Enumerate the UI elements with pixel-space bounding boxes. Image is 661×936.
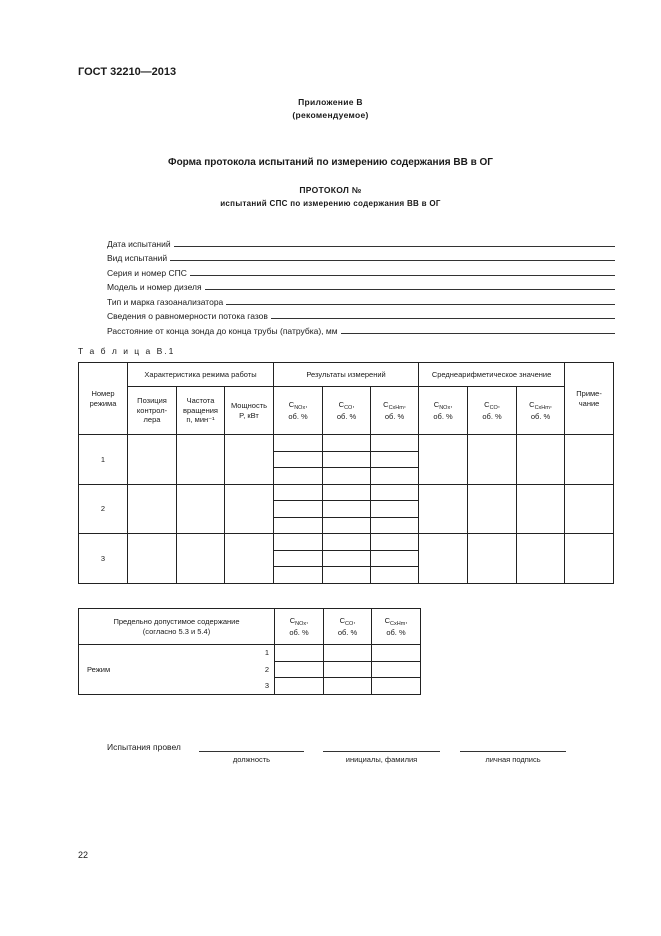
document-header: ГОСТ 32210—2013: [78, 66, 177, 78]
table-cell[interactable]: [274, 534, 323, 551]
field-row: [107, 234, 615, 249]
table-cell[interactable]: [274, 468, 323, 485]
table-cell[interactable]: [324, 661, 372, 678]
table-cell[interactable]: [371, 567, 419, 584]
table-cell[interactable]: [371, 550, 419, 567]
col-average-cxhm: $C_{CxHm}$, об. %: [517, 387, 565, 435]
protocol-fields: [107, 234, 615, 336]
table-cell[interactable]: [274, 517, 323, 534]
mode-number-cell: 2: [226, 661, 275, 678]
table-cell[interactable]: [371, 534, 419, 551]
limits-header: Предельно допустимое содержание (согласно 5.3 и 5.4): [79, 609, 275, 645]
signature-label: Испытания провел: [107, 742, 181, 752]
field-label: Серия и номер СПС: [107, 267, 187, 278]
col-average-co: $C_{CO}$, об. %: [468, 387, 517, 435]
table-cell[interactable]: [128, 484, 177, 534]
mode-number-cell: 3: [79, 534, 128, 584]
table-cell[interactable]: [274, 435, 323, 452]
group-results: Результаты измерений: [274, 363, 419, 387]
table-cell[interactable]: [177, 484, 225, 534]
table-cell[interactable]: [274, 451, 323, 468]
field-row: [107, 263, 615, 278]
table-cell[interactable]: [323, 501, 371, 518]
field-row: [107, 307, 615, 322]
table-cell[interactable]: [323, 484, 371, 501]
table-cell[interactable]: [274, 484, 323, 501]
table-cell[interactable]: [323, 567, 371, 584]
table-cell[interactable]: [565, 534, 614, 584]
field-label: Модель и номер дизеля: [107, 282, 202, 292]
table-cell[interactable]: [323, 451, 371, 468]
table-row: [79, 435, 614, 452]
protocol-title: ПРОТОКОЛ №: [299, 185, 362, 195]
caption-signature: личная подпись: [485, 755, 541, 764]
col-limit-nox: $C_{NOx}$, об. %: [275, 609, 324, 645]
table-cell[interactable]: [225, 484, 274, 534]
table-cell[interactable]: [565, 435, 614, 485]
caption-position: должность: [232, 755, 271, 764]
table-cell[interactable]: [372, 661, 421, 678]
col-result-cxhm: $C_{CxHm}$, об. %: [371, 387, 419, 435]
table-cell[interactable]: [468, 484, 517, 534]
field-label: Дата испытаний: [107, 238, 171, 249]
table-cell[interactable]: [371, 468, 419, 485]
mode-number-cell: 2: [79, 484, 128, 534]
mode-number-cell: 1: [226, 645, 275, 662]
measurements-table: [78, 362, 614, 584]
table-cell[interactable]: [419, 534, 468, 584]
field-row: [107, 249, 615, 264]
appendix-note: (рекомендуемое): [292, 110, 369, 120]
table-cell[interactable]: [371, 484, 419, 501]
table-cell[interactable]: [468, 435, 517, 485]
field-label: Тип и марка газоанализатора: [107, 296, 224, 307]
field-line[interactable]: [341, 333, 615, 334]
table-cell[interactable]: [468, 534, 517, 584]
signature-line-position[interactable]: [199, 751, 304, 752]
field-row: [107, 321, 615, 336]
col-mode-number: Номер режима: [79, 363, 128, 435]
col-limit-cxhm: $C_{CxHm}$, об. %: [372, 609, 421, 645]
col-power: Мощность P, кВт: [225, 387, 274, 435]
table-cell[interactable]: [274, 550, 323, 567]
table-cell[interactable]: [323, 550, 371, 567]
table-cell[interactable]: [372, 678, 421, 695]
field-line[interactable]: [271, 318, 615, 319]
col-rotation-speed: Частота вращения n, мин⁻¹: [177, 387, 225, 435]
table-caption: Т а б л и ц а В.1: [78, 346, 176, 356]
table-cell[interactable]: [371, 451, 419, 468]
field-label: Вид испытаний: [107, 253, 168, 263]
table-cell[interactable]: [517, 435, 565, 485]
field-line[interactable]: [170, 260, 615, 261]
table-cell[interactable]: [323, 468, 371, 485]
form-title: Форма протокола испытаний по измерению содержания ВВ в ОГ: [168, 157, 493, 168]
field-label: Расстояние от конца зонда до конца трубы (патрубка), мм: [107, 325, 338, 336]
table-cell[interactable]: [372, 645, 421, 662]
table-cell[interactable]: [275, 661, 324, 678]
table-cell[interactable]: [517, 534, 565, 584]
table-row: [79, 645, 421, 662]
field-line[interactable]: [174, 246, 615, 247]
field-row: [107, 292, 615, 307]
table-cell[interactable]: [323, 435, 371, 452]
table-cell[interactable]: [225, 534, 274, 584]
table-cell[interactable]: [517, 484, 565, 534]
table-cell[interactable]: [128, 435, 177, 485]
table-cell[interactable]: [177, 435, 225, 485]
field-line[interactable]: [205, 289, 615, 290]
field-line[interactable]: [190, 275, 615, 276]
table-cell[interactable]: [225, 435, 274, 485]
col-note: Приме- чание: [565, 363, 614, 435]
table-cell[interactable]: [371, 517, 419, 534]
signature-line-signature[interactable]: [460, 751, 566, 752]
table-cell[interactable]: [323, 517, 371, 534]
mode-label: Режим: [79, 645, 226, 695]
col-controller-position: Позиция контрол- лера: [128, 387, 177, 435]
table-cell[interactable]: [274, 501, 323, 518]
table-cell[interactable]: [565, 484, 614, 534]
col-limit-co: $C_{CO}$, об. %: [324, 609, 372, 645]
appendix-title: Приложение В: [298, 97, 363, 107]
group-average: Среднеарифметическое значение: [419, 363, 565, 387]
table-row: [79, 484, 614, 501]
field-label: Сведения о равномерности потока газов: [107, 311, 268, 321]
table-cell[interactable]: [371, 435, 419, 452]
caption-name: инициалы, фамилия: [345, 755, 418, 764]
field-line[interactable]: [226, 304, 615, 305]
table-cell[interactable]: [128, 534, 177, 584]
field-row: [107, 278, 615, 293]
limits-table: [78, 608, 421, 695]
table-cell[interactable]: [371, 501, 419, 518]
table-cell[interactable]: [177, 534, 225, 584]
col-result-nox: $C_{NOx}$, об. %: [274, 387, 323, 435]
col-result-co: $C_{CO}$, об. %: [323, 387, 371, 435]
table-cell[interactable]: [275, 645, 324, 662]
group-characteristics: Характеристика режима работы: [128, 363, 274, 387]
signature-line-name[interactable]: [323, 751, 440, 752]
table-cell[interactable]: [419, 435, 468, 485]
page-number: 22: [78, 850, 89, 860]
table-cell[interactable]: [275, 678, 324, 695]
table-cell[interactable]: [324, 678, 372, 695]
table-cell[interactable]: [324, 645, 372, 662]
table-row: [79, 534, 614, 551]
table-cell[interactable]: [419, 484, 468, 534]
protocol-subtitle: испытаний СПС по измерению содержания ВВ в ОГ: [220, 199, 441, 208]
table-cell[interactable]: [274, 567, 323, 584]
mode-number-cell: 1: [79, 435, 128, 485]
col-average-nox: $C_{NOx}$, об. %: [419, 387, 468, 435]
table-cell[interactable]: [323, 534, 371, 551]
mode-number-cell: 3: [226, 678, 275, 695]
